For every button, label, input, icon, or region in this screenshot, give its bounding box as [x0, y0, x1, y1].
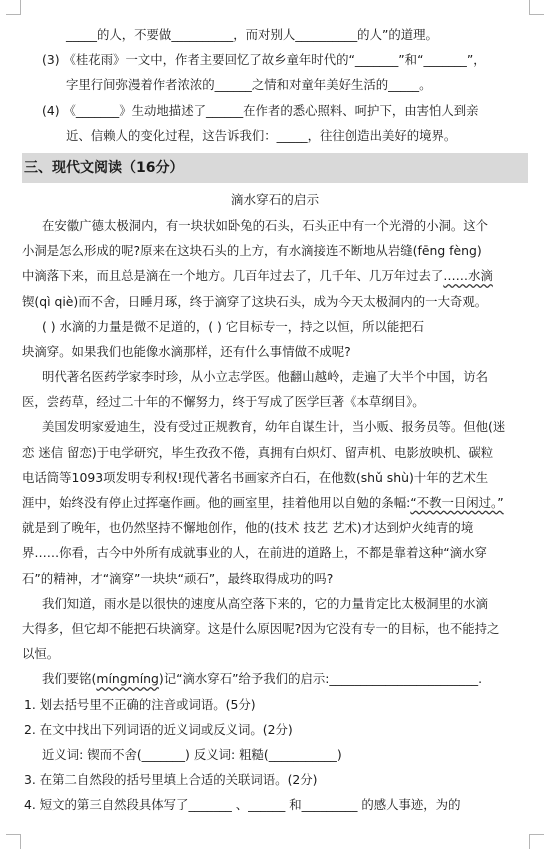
- question-3: 3. 在第二自然段的括号里填上合适的关联词语。(2分): [24, 772, 318, 788]
- paragraph-line: 锲(qì qiè)而不舍，日睡月琢，终于滴穿了这块石头，成为今天太极洞内的一大奇观。: [22, 293, 488, 309]
- text-run: 涯中，始终没有停止过挥毫作画。他的画室里，挂着他用以自勉的条幅:: [22, 495, 411, 510]
- question-2-sub: 近义词: 锲而不舍(_______) 反义词: 粗糙(___________): [42, 746, 342, 762]
- text-run: 中滴落下来，而且总是滴在一个地方。几百年过去了，几千年、几万年过去了: [22, 268, 444, 284]
- paragraph-line: 石”的精神，才“滴穿”一块块“顽石”，最终取得成功的吗?: [22, 570, 334, 586]
- paragraph-line: 明代著名医药学家李时珍，从小立志学医。他翻山越岭，走遍了大半个中国，访名: [42, 369, 489, 385]
- question-1: 1. 划去括号里不正确的注音或词语。(5分): [24, 696, 256, 712]
- paragraph-line: 块滴穿。如果我们也能像水滴那样，还有什么事情做不成呢?: [22, 343, 351, 359]
- paragraph-3: [22, 364, 528, 414]
- paragraph-line: 电话筒等1093项发明专利权!现代著名书画家齐白石，在他数(shǔ shù)十年的艺术生: [22, 469, 489, 485]
- fill-in-item-3-line-b: 字里行间弥漫着作者浓浓的______之情和对童年美好生活的_____。: [66, 77, 432, 93]
- text-run: 我们要铭(: [42, 671, 97, 687]
- paragraph-line: 恋 迷信 留恋)于电学研究，毕生孜孜不倦，真拥有白炽灯、留声机、电影放映机、碳粒: [22, 444, 494, 460]
- crop-mark-bottom-right: [529, 834, 544, 849]
- paragraph-5: [22, 591, 528, 667]
- paragraph-line: ( ) 水滴的力量是微不足道的，( ) 它目标专一，持之以恒，所以能把石: [42, 318, 425, 334]
- paragraph-line: 医，尝药草，经过二十年的不懈努力，终于写成了医学巨著《本草纲目》。: [22, 394, 425, 410]
- pinyin-wavy: míngmíng: [96, 671, 159, 687]
- question-2: 2. 在文中找出下列词语的近义词或反义词。(2分): [24, 721, 293, 737]
- question-4: 4. 短文的第三自然段具体写了_______ 、______ 和_________ 的感人事迹，为的: [24, 797, 461, 813]
- fill-in-item-3-line-a: (3) 《桂花雨》一文中，作者主要回忆了故乡童年时代的“_______”和“_______”，: [42, 52, 486, 68]
- paragraph-line: 小洞是怎么形成的呢?原来在这块石头的上方，有水滴接连不断地从岩缝(fēng fèng): [22, 243, 482, 259]
- paragraph-line: 就是到了晚年，也仍然坚持不懈地创作，他的(技术 技艺 艺术)才达到炉火纯青的境: [22, 520, 474, 536]
- crop-mark-top-right: [529, 0, 544, 15]
- document-page: [22, 22, 528, 817]
- fill-in-item-4-line-a: (4) 《_______》生动地描述了______在作者的悉心照料、呵护下，由害怕人到亲: [42, 102, 479, 118]
- paragraph-line: 在安徽广德太极洞内，有一块状如卧兔的石头，石头正中有一个光滑的小洞。这个: [42, 217, 489, 233]
- section-heading: 三、现代文阅读（16分）: [22, 153, 528, 183]
- ellipsis-wavy: ……水滴: [443, 268, 493, 284]
- fill-in-line-1: _____的人，不要做__________，而对别人__________的人”的道理。: [66, 27, 438, 42]
- crop-mark-top-left: [6, 0, 21, 15]
- article-title: 滴水穿石的启示: [230, 191, 320, 207]
- paragraph-line: 美国发明家爱迪生，没有受过正规教育，幼年自谋生计，当小贩、报务员等。但他(迷: [42, 419, 506, 435]
- paragraph-line: 大得多，但它却不能把石块滴穿。这是什么原因呢?因为它没有专一的目标，也不能持之: [22, 620, 500, 636]
- crop-mark-bottom-left: [6, 834, 21, 849]
- paragraph-line: 界……你看，古今中外所有成就事业的人，在前进的道路上，不都是靠着这种“滴水穿: [22, 545, 487, 561]
- paragraph-line: [22, 263, 528, 288]
- quote-wavy: “不教一日闲过。”: [410, 495, 504, 510]
- paragraph-line: 以恒。: [22, 646, 60, 662]
- paragraph-line: [22, 490, 528, 515]
- paragraph-4: [22, 414, 528, 590]
- paragraph-6: [22, 666, 528, 691]
- paragraph-line: 我们知道，雨水是以很快的速度从高空落下来的，它的力量肯定比太极洞里的水滴: [42, 595, 489, 611]
- paragraph-1: [22, 213, 528, 314]
- paragraph-2: [22, 314, 528, 364]
- fill-in-item-4-line-b: 近、信赖人的变化过程，这告诉我们：_____，往往创造出美好的境界。: [66, 127, 457, 143]
- text-run: )记“滴水穿石”给予我们的启示:________________________.: [158, 671, 483, 687]
